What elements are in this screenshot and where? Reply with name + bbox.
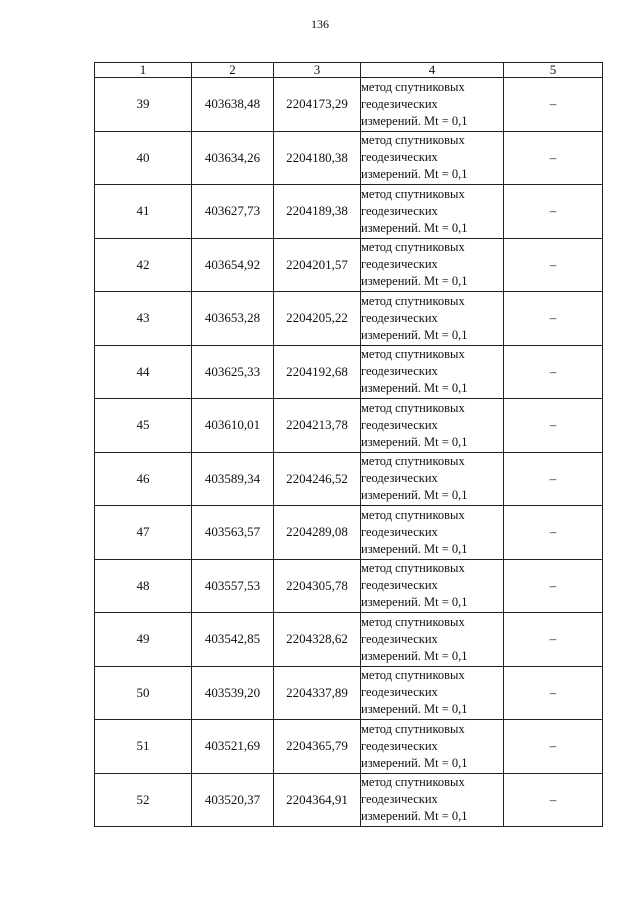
method-line: метод спутниковых bbox=[361, 614, 465, 629]
method-line: измерений. Mt = 0,1 bbox=[361, 167, 468, 182]
point-number-cell: 49 bbox=[95, 613, 192, 667]
point-number-cell: 46 bbox=[95, 452, 192, 506]
x-coordinate-cell: 403520,37 bbox=[192, 773, 274, 827]
y-coordinate-cell: 2204337,89 bbox=[274, 666, 361, 720]
method-line: метод спутниковых bbox=[361, 721, 465, 736]
header-col-5: 5 bbox=[504, 63, 603, 78]
point-number-cell: 43 bbox=[95, 292, 192, 346]
note-cell: – bbox=[504, 78, 603, 132]
table-row bbox=[95, 78, 603, 132]
method-line: измерений. Mt = 0,1 bbox=[361, 113, 468, 128]
table-row bbox=[95, 185, 603, 239]
table-row bbox=[95, 345, 603, 399]
method-line: измерений. Mt = 0,1 bbox=[361, 595, 468, 610]
x-coordinate-cell: 403654,92 bbox=[192, 238, 274, 292]
x-coordinate-cell: 403634,26 bbox=[192, 131, 274, 185]
table-row bbox=[95, 452, 603, 506]
point-number-cell: 42 bbox=[95, 238, 192, 292]
method-line: метод спутниковых bbox=[361, 561, 465, 576]
method-line: метод спутниковых bbox=[361, 240, 465, 255]
y-coordinate-cell: 2204173,29 bbox=[274, 78, 361, 132]
method-line: измерений. Mt = 0,1 bbox=[361, 809, 468, 824]
method-line: геодезических bbox=[361, 792, 438, 807]
method-cell bbox=[361, 452, 504, 506]
x-coordinate-cell: 403627,73 bbox=[192, 185, 274, 239]
table-header-row bbox=[95, 63, 603, 78]
y-coordinate-cell: 2204189,38 bbox=[274, 185, 361, 239]
method-cell bbox=[361, 345, 504, 399]
method-line: метод спутниковых bbox=[361, 775, 465, 790]
x-coordinate-cell: 403539,20 bbox=[192, 666, 274, 720]
note-cell: – bbox=[504, 506, 603, 560]
method-line: метод спутниковых bbox=[361, 400, 465, 415]
point-number-cell: 47 bbox=[95, 506, 192, 560]
y-coordinate-cell: 2204364,91 bbox=[274, 773, 361, 827]
point-number-cell: 50 bbox=[95, 666, 192, 720]
method-cell bbox=[361, 506, 504, 560]
note-cell: – bbox=[504, 399, 603, 453]
method-line: измерений. Mt = 0,1 bbox=[361, 648, 468, 663]
x-coordinate-cell: 403563,57 bbox=[192, 506, 274, 560]
table-row bbox=[95, 399, 603, 453]
table-row bbox=[95, 559, 603, 613]
method-line: измерений. Mt = 0,1 bbox=[361, 702, 468, 717]
x-coordinate-cell: 403610,01 bbox=[192, 399, 274, 453]
x-coordinate-cell: 403542,85 bbox=[192, 613, 274, 667]
method-cell bbox=[361, 559, 504, 613]
header-col-3: 3 bbox=[274, 63, 361, 78]
method-line: геодезических bbox=[361, 471, 438, 486]
x-coordinate-cell: 403638,48 bbox=[192, 78, 274, 132]
method-line: метод спутниковых bbox=[361, 454, 465, 469]
method-cell bbox=[361, 78, 504, 132]
header-col-4: 4 bbox=[361, 63, 504, 78]
method-line: измерений. Mt = 0,1 bbox=[361, 755, 468, 770]
method-line: геодезических bbox=[361, 685, 438, 700]
header-col-2: 2 bbox=[192, 63, 274, 78]
y-coordinate-cell: 2204201,57 bbox=[274, 238, 361, 292]
method-line: измерений. Mt = 0,1 bbox=[361, 488, 468, 503]
method-line: измерений. Mt = 0,1 bbox=[361, 327, 468, 342]
method-line: геодезических bbox=[361, 96, 438, 111]
method-line: геодезических bbox=[361, 524, 438, 539]
table-row bbox=[95, 238, 603, 292]
method-cell bbox=[361, 238, 504, 292]
method-cell bbox=[361, 185, 504, 239]
method-line: геодезических bbox=[361, 150, 438, 165]
method-line: геодезических bbox=[361, 631, 438, 646]
table-row bbox=[95, 613, 603, 667]
method-cell bbox=[361, 292, 504, 346]
note-cell: – bbox=[504, 292, 603, 346]
table-row bbox=[95, 131, 603, 185]
y-coordinate-cell: 2204289,08 bbox=[274, 506, 361, 560]
x-coordinate-cell: 403625,33 bbox=[192, 345, 274, 399]
method-cell bbox=[361, 131, 504, 185]
method-line: геодезических bbox=[361, 417, 438, 432]
y-coordinate-cell: 2204213,78 bbox=[274, 399, 361, 453]
method-line: метод спутниковых bbox=[361, 79, 465, 94]
method-cell bbox=[361, 720, 504, 774]
method-line: геодезических bbox=[361, 203, 438, 218]
method-line: измерений. Mt = 0,1 bbox=[361, 541, 468, 556]
x-coordinate-cell: 403589,34 bbox=[192, 452, 274, 506]
method-cell bbox=[361, 666, 504, 720]
point-number-cell: 52 bbox=[95, 773, 192, 827]
y-coordinate-cell: 2204328,62 bbox=[274, 613, 361, 667]
method-line: геодезических bbox=[361, 364, 438, 379]
method-line: метод спутниковых bbox=[361, 186, 465, 201]
table-row bbox=[95, 292, 603, 346]
method-line: метод спутниковых bbox=[361, 347, 465, 362]
point-number-cell: 40 bbox=[95, 131, 192, 185]
method-line: метод спутниковых bbox=[361, 133, 465, 148]
method-line: измерений. Mt = 0,1 bbox=[361, 434, 468, 449]
method-line: геодезических bbox=[361, 257, 438, 272]
y-coordinate-cell: 2204205,22 bbox=[274, 292, 361, 346]
note-cell: – bbox=[504, 720, 603, 774]
header-col-1: 1 bbox=[95, 63, 192, 78]
method-line: геодезических bbox=[361, 738, 438, 753]
method-line: метод спутниковых bbox=[361, 293, 465, 308]
table-row bbox=[95, 666, 603, 720]
x-coordinate-cell: 403557,53 bbox=[192, 559, 274, 613]
note-cell: – bbox=[504, 452, 603, 506]
point-number-cell: 48 bbox=[95, 559, 192, 613]
y-coordinate-cell: 2204180,38 bbox=[274, 131, 361, 185]
note-cell: – bbox=[504, 613, 603, 667]
table-row bbox=[95, 506, 603, 560]
point-number-cell: 41 bbox=[95, 185, 192, 239]
table-row bbox=[95, 773, 603, 827]
note-cell: – bbox=[504, 238, 603, 292]
point-number-cell: 51 bbox=[95, 720, 192, 774]
x-coordinate-cell: 403521,69 bbox=[192, 720, 274, 774]
method-cell bbox=[361, 399, 504, 453]
note-cell: – bbox=[504, 666, 603, 720]
point-number-cell: 39 bbox=[95, 78, 192, 132]
method-cell bbox=[361, 613, 504, 667]
y-coordinate-cell: 2204246,52 bbox=[274, 452, 361, 506]
x-coordinate-cell: 403653,28 bbox=[192, 292, 274, 346]
y-coordinate-cell: 2204192,68 bbox=[274, 345, 361, 399]
note-cell: – bbox=[504, 773, 603, 827]
method-line: геодезических bbox=[361, 310, 438, 325]
method-line: метод спутниковых bbox=[361, 668, 465, 683]
method-line: геодезических bbox=[361, 578, 438, 593]
method-line: измерений. Mt = 0,1 bbox=[361, 220, 468, 235]
method-cell bbox=[361, 773, 504, 827]
method-line: метод спутниковых bbox=[361, 507, 465, 522]
point-number-cell: 45 bbox=[95, 399, 192, 453]
y-coordinate-cell: 2204305,78 bbox=[274, 559, 361, 613]
page-number: 136 bbox=[311, 17, 329, 31]
point-number-cell: 44 bbox=[95, 345, 192, 399]
table-body bbox=[95, 78, 603, 827]
note-cell: – bbox=[504, 131, 603, 185]
table-row bbox=[95, 720, 603, 774]
note-cell: – bbox=[504, 185, 603, 239]
method-line: измерений. Mt = 0,1 bbox=[361, 274, 468, 289]
note-cell: – bbox=[504, 345, 603, 399]
y-coordinate-cell: 2204365,79 bbox=[274, 720, 361, 774]
method-line: измерений. Mt = 0,1 bbox=[361, 381, 468, 396]
note-cell: – bbox=[504, 559, 603, 613]
coordinates-table bbox=[94, 62, 603, 827]
